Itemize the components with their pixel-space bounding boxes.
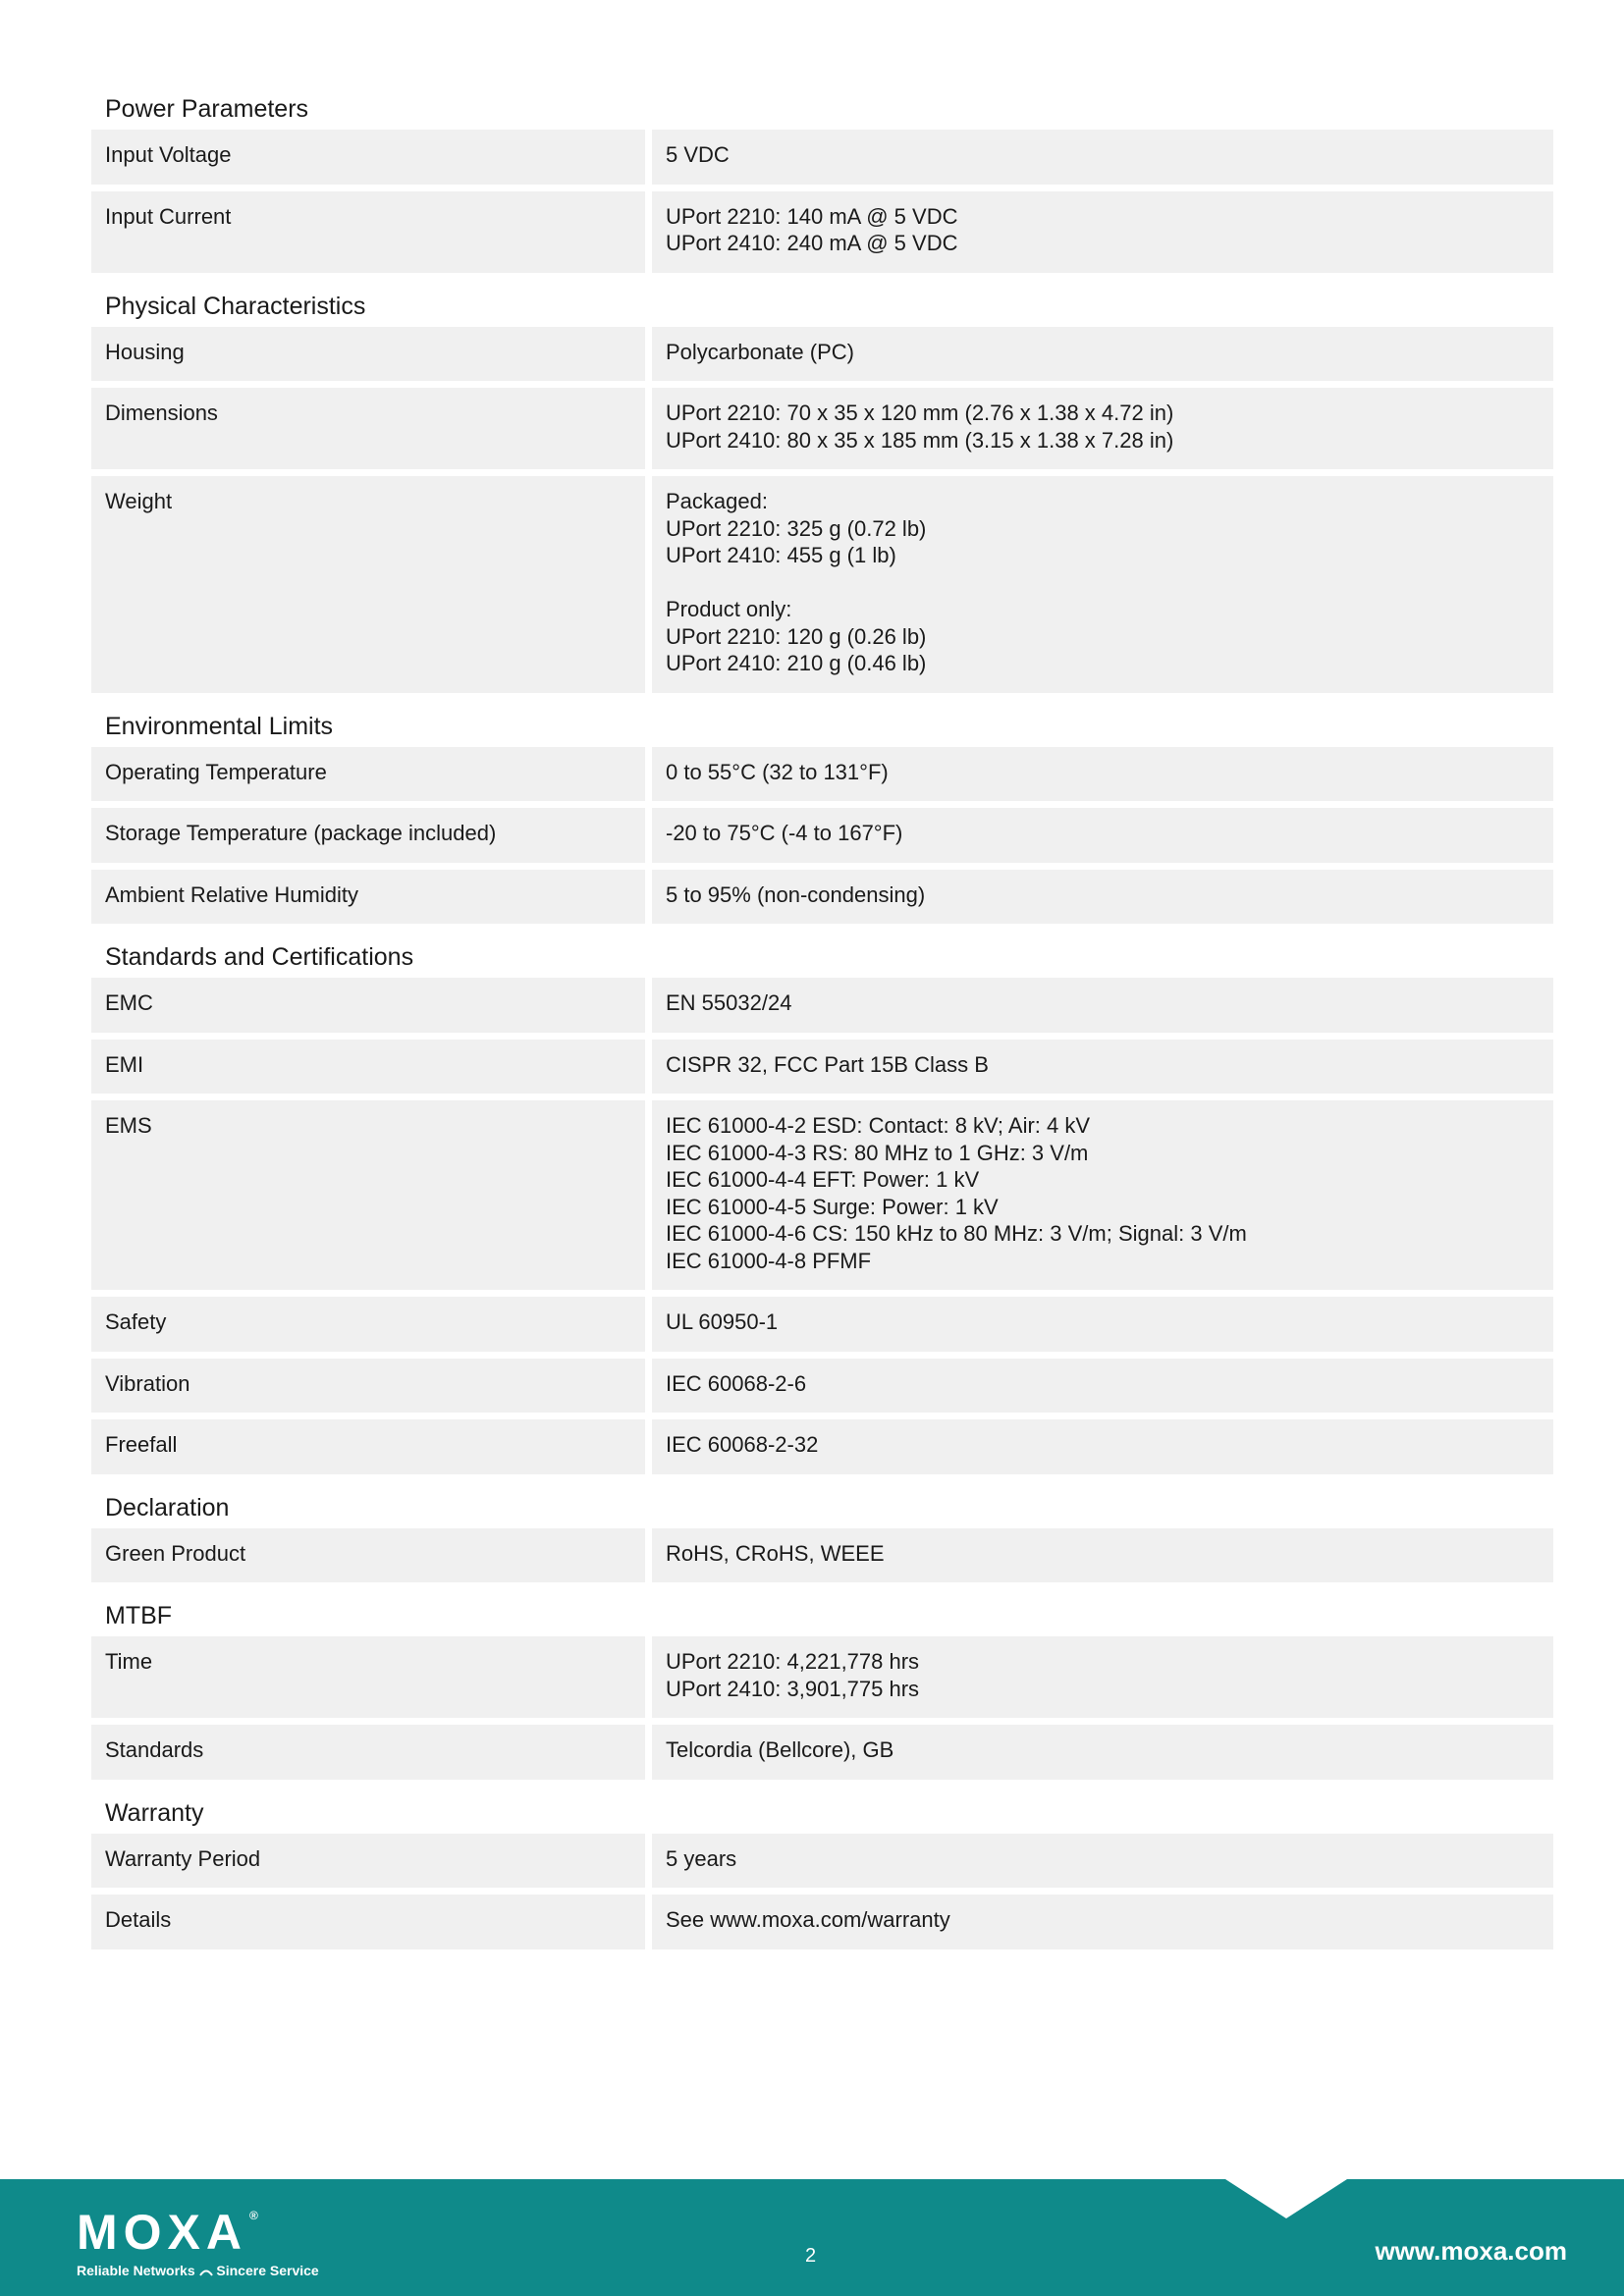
spec-row [91, 1895, 1553, 1949]
spec-row [91, 1725, 1553, 1780]
section-gap [91, 1787, 1553, 1794]
spec-value-line: IEC 60068-2-6 [666, 1370, 807, 1396]
spec-row [91, 1040, 1553, 1095]
spec-value-line: UPort 2410: 80 x 35 x 185 mm (3.15 x 1.38 x 7.28 in) [666, 427, 1174, 453]
spec-value-line: UPort 2410: 240 mA @ 5 VDC [666, 231, 958, 255]
spec-value-line: Telcordia (Bellcore), GB [666, 1737, 894, 1762]
spec-value [652, 1528, 1553, 1583]
spec-value-line: See www.moxa.com/warranty [666, 1907, 950, 1932]
spec-value-line: IEC 61000-4-3 RS: 80 MHz to 1 GHz: 3 V/m [666, 1140, 1089, 1165]
spec-label: Ambient Relative Humidity [91, 870, 645, 925]
logo-tagline [77, 2262, 319, 2279]
spec-label: Vibration [91, 1359, 645, 1414]
spec-value-line: IEC 61000-4-8 PFMF [666, 1248, 872, 1273]
spec-row [91, 1359, 1553, 1414]
moxa-logo [77, 2205, 319, 2279]
section-gap [91, 280, 1553, 288]
spec-value-line: IEC 61000-4-6 CS: 150 kHz to 80 MHz: 3 V/m; Signal: 3 V/m [666, 1221, 1247, 1246]
spec-value [652, 191, 1553, 273]
spec-value-line: Polycarbonate (PC) [666, 339, 854, 364]
spec-row [91, 388, 1553, 469]
spec-row [91, 1100, 1553, 1290]
spec-value [652, 1040, 1553, 1095]
spec-label: Standards [91, 1725, 645, 1780]
page-number: 2 [805, 2245, 817, 2267]
spec-value-line: Product only: [666, 597, 792, 621]
spec-row [91, 1297, 1553, 1352]
spec-value [652, 1419, 1553, 1474]
spec-value [652, 1636, 1553, 1718]
section-title: Declaration [105, 1493, 230, 1522]
spec-value-line: 0 to 55°C (32 to 131°F) [666, 759, 889, 784]
spec-label: Time [91, 1636, 645, 1718]
spec-value-line: CISPR 32, FCC Part 15B Class B [666, 1051, 989, 1077]
spec-label: Details [91, 1895, 645, 1949]
section-title: Standards and Certifications [105, 943, 414, 971]
spec-value [652, 327, 1553, 382]
section-gap [91, 700, 1553, 708]
spec-value-line: UL 60950-1 [666, 1309, 779, 1334]
spec-value [652, 1895, 1553, 1949]
spec-value-line: IEC 61000-4-5 Surge: Power: 1 kV [666, 1194, 999, 1219]
spec-label: Freefall [91, 1419, 645, 1474]
section-title: Environmental Limits [105, 712, 334, 740]
spec-label: Green Product [91, 1528, 645, 1583]
spec-value [652, 1725, 1553, 1780]
spec-value-line: UPort 2410: 210 g (0.46 lb) [666, 651, 927, 675]
section-title: Warranty [105, 1798, 204, 1827]
spec-value-line: IEC 61000-4-4 EFT: Power: 1 kV [666, 1167, 980, 1192]
spec-row [91, 1636, 1553, 1718]
spec-value [652, 476, 1553, 693]
spec-value-line: EN 55032/24 [666, 990, 792, 1015]
section-gap [91, 1956, 1553, 1964]
spec-value [652, 808, 1553, 863]
logo-wordmark [77, 2205, 319, 2260]
spec-value-line: 5 VDC [666, 142, 730, 167]
spec-label: Operating Temperature [91, 747, 645, 802]
footer-notch [1225, 2179, 1347, 2218]
spec-row [91, 476, 1553, 693]
spec-row [91, 978, 1553, 1033]
spec-row [91, 327, 1553, 382]
section-title: Power Parameters [105, 95, 309, 123]
spec-value-line: 5 years [666, 1845, 737, 1871]
spec-label: Storage Temperature (package included) [91, 808, 645, 863]
spec-label: Input Voltage [91, 130, 645, 185]
spec-value-line: UPort 2210: 120 g (0.26 lb) [666, 623, 927, 649]
spec-value [652, 1297, 1553, 1352]
spec-value-line: Packaged: [666, 489, 768, 513]
spec-value-line: 5 to 95% (non-condensing) [666, 881, 926, 907]
spec-value [652, 1359, 1553, 1414]
tagline-right: Sincere Service [216, 2263, 319, 2278]
spec-value [652, 1100, 1553, 1290]
website-link[interactable]: www.moxa.com [1375, 2236, 1567, 2266]
spec-value-line: UPort 2210: 325 g (0.72 lb) [666, 515, 927, 541]
spec-value-line: IEC 60068-2-32 [666, 1432, 819, 1457]
spec-label: Safety [91, 1297, 645, 1352]
spec-value [652, 747, 1553, 802]
spec-value-line: UPort 2410: 455 g (1 lb) [666, 543, 896, 567]
spec-value [652, 130, 1553, 185]
spec-label: EMC [91, 978, 645, 1033]
spec-row [91, 130, 1553, 185]
spec-value-line: UPort 2210: 4,221,778 hrs [666, 1649, 920, 1674]
spec-value-line: -20 to 75°C (-4 to 167°F) [666, 821, 903, 845]
section-gap [91, 1589, 1553, 1597]
spec-row [91, 1834, 1553, 1889]
spec-value-line: UPort 2210: 140 mA @ 5 VDC [666, 203, 958, 229]
tagline-separator-icon [199, 2267, 213, 2276]
spec-value-line [666, 569, 1540, 597]
spec-value [652, 388, 1553, 469]
spec-value-line: UPort 2210: 70 x 35 x 120 mm (2.76 x 1.38 x 4.72 in) [666, 400, 1174, 425]
tagline-left: Reliable Networks [77, 2263, 195, 2278]
spec-label: EMI [91, 1040, 645, 1095]
spec-row [91, 191, 1553, 273]
spec-value [652, 870, 1553, 925]
section-title: MTBF [105, 1602, 173, 1629]
logo-text: MOXA [77, 2205, 247, 2260]
spec-label: EMS [91, 1100, 645, 1290]
spec-value [652, 1834, 1553, 1889]
spec-label: Weight [91, 476, 645, 693]
spec-label: Dimensions [91, 388, 645, 469]
section-gap [91, 931, 1553, 938]
spec-content [91, 90, 1553, 1964]
registered-mark: ® [249, 2209, 258, 2222]
spec-row [91, 747, 1553, 802]
spec-row [91, 1419, 1553, 1474]
spec-value-line: IEC 61000-4-2 ESD: Contact: 8 kV; Air: 4 kV [666, 1113, 1091, 1138]
spec-value-line: RoHS, CRoHS, WEEE [666, 1540, 885, 1566]
section-gap [91, 1481, 1553, 1489]
page-footer [0, 2179, 1624, 2296]
section-title: Physical Characteristics [105, 292, 366, 320]
spec-value [652, 978, 1553, 1033]
spec-value-line: UPort 2410: 3,901,775 hrs [666, 1676, 920, 1701]
spec-label: Housing [91, 327, 645, 382]
spec-label: Input Current [91, 191, 645, 273]
spec-row [91, 870, 1553, 925]
spec-label: Warranty Period [91, 1834, 645, 1889]
spec-row [91, 808, 1553, 863]
spec-row [91, 1528, 1553, 1583]
